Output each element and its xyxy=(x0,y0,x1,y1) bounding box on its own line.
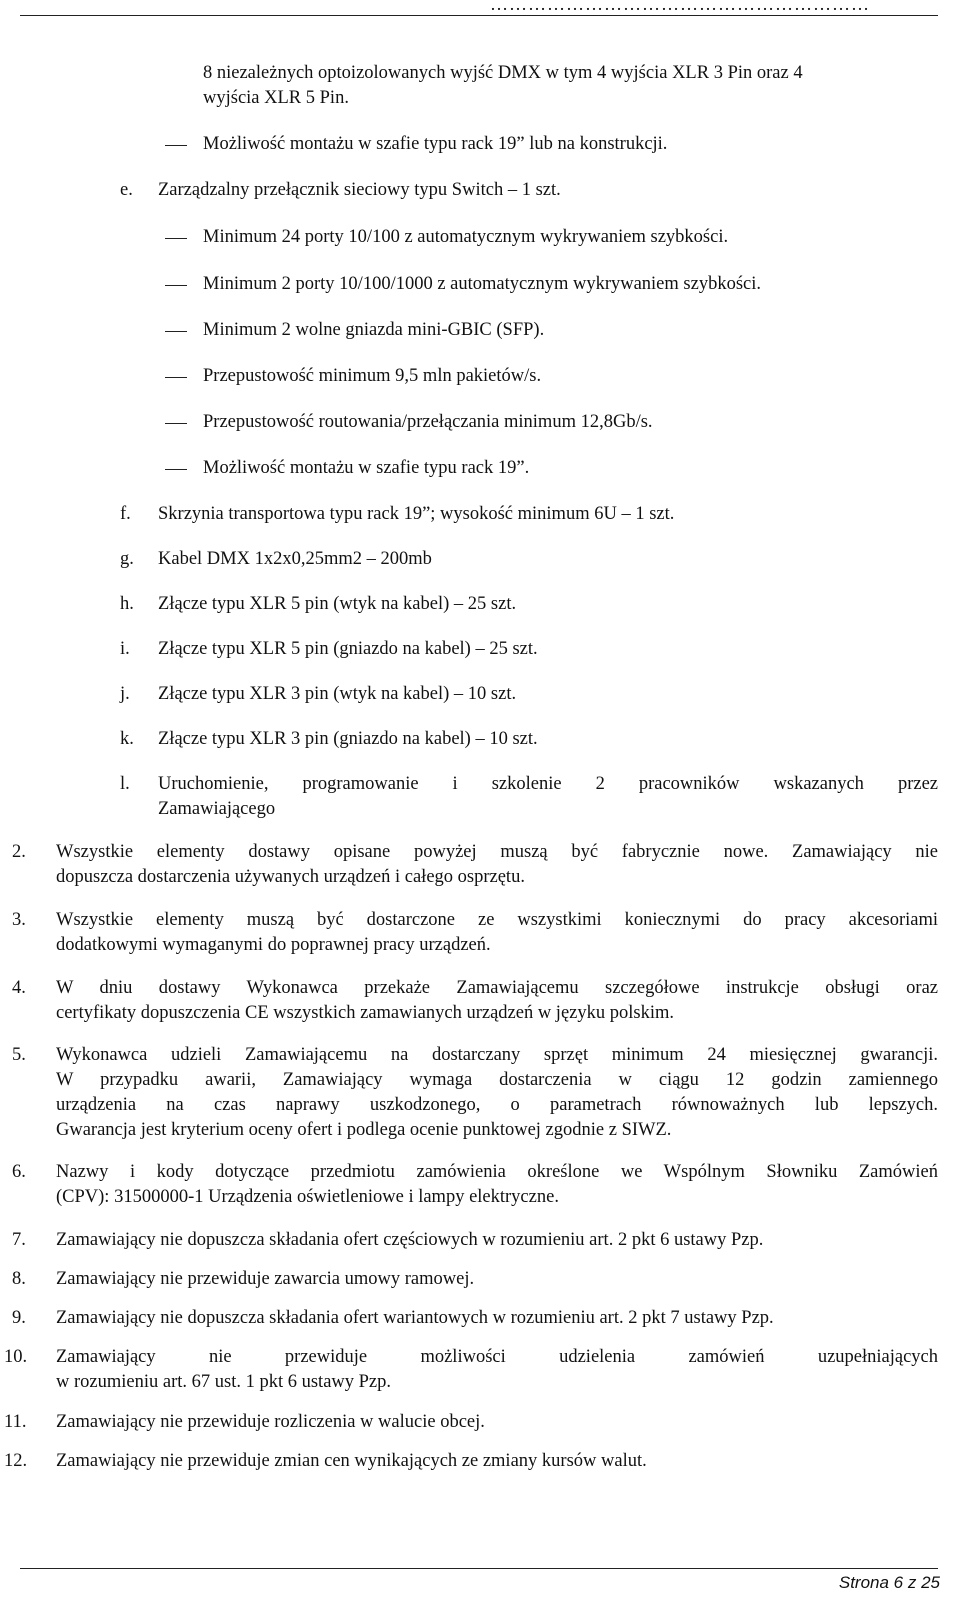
item-text: Złącze typu XLR 3 pin (wtyk na kabel) – 10 szt. xyxy=(158,684,517,704)
dash-item: Minimum 2 porty 10/100/1000 z automatycznym wykrywaniem szybkości. xyxy=(203,274,761,294)
item-text: Gwarancja jest kryterium oceny ofert i podlega ocenie punktowej zgodnie z SIWZ. xyxy=(56,1120,672,1140)
dash-bullet xyxy=(165,331,187,332)
item-text: W dniu dostawy Wykonawca przekaże Zamawiającemu szczegółowe instrukcje obsługi oraz xyxy=(56,978,938,998)
item-number: 8. xyxy=(12,1269,26,1289)
item-text: (CPV): 31500000-1 Urządzenia oświetleniowe i lampy elektryczne. xyxy=(56,1187,559,1207)
footer-rule xyxy=(20,1568,938,1569)
item-letter: g. xyxy=(120,549,134,569)
item-letter: i. xyxy=(120,639,130,659)
item-text: w rozumieniu art. 67 ust. 1 pkt 6 ustawy Pzp. xyxy=(56,1372,392,1392)
item-text: Złącze typu XLR 5 pin (wtyk na kabel) – 25 szt. xyxy=(158,594,517,614)
header-rule xyxy=(20,15,938,16)
item-text: Wykonawca udzieli Zamawiającemu na dostarczany sprzęt minimum 24 miesięcznej gwarancji. xyxy=(56,1045,938,1065)
dash-item: Minimum 2 wolne gniazda mini-GBIC (SFP). xyxy=(203,320,545,340)
item-letter: f. xyxy=(120,504,131,524)
item-text: Zamawiający nie dopuszcza składania ofert wariantowych w rozumieniu art. 2 pkt 7 ustawy Pzp. xyxy=(56,1308,774,1328)
item-number: 5. xyxy=(12,1045,26,1065)
item-text: Zamawiający nie przewiduje zmian cen wynikających ze zmiany kursów walut. xyxy=(56,1451,647,1471)
item-number: 7. xyxy=(12,1230,26,1250)
item-letter: e. xyxy=(120,180,133,200)
item-text: urządzenia na czas naprawy uszkodzonego, o parametrach równoważnych lub lepszych. xyxy=(56,1095,938,1115)
item-letter: j. xyxy=(120,684,130,704)
continuation-line-1: 8 niezależnych optoizolowanych wyjść DMX w tym 4 wyjścia XLR 3 Pin oraz 4 xyxy=(203,63,803,83)
item-number: 3. xyxy=(12,910,26,930)
item-text: Zamawiający nie przewiduje rozliczenia w walucie obcej. xyxy=(56,1412,485,1432)
item-text: Złącze typu XLR 3 pin (gniazdo na kabel) – 10 szt. xyxy=(158,729,538,749)
dash-item: Przepustowość routowania/przełączania minimum 12,8Gb/s. xyxy=(203,412,653,432)
item-text: Złącze typu XLR 5 pin (gniazdo na kabel) – 25 szt. xyxy=(158,639,538,659)
item-number: 12. xyxy=(4,1451,28,1471)
item-text: dodatkowymi wymaganymi do poprawnej pracy urządzeń. xyxy=(56,935,491,955)
item-text: Kabel DMX 1x2x0,25mm2 – 200mb xyxy=(158,549,432,569)
dash-bullet xyxy=(165,145,187,146)
item-number: 4. xyxy=(12,978,26,998)
item-number: 9. xyxy=(12,1308,26,1328)
item-text: Zarządzalny przełącznik sieciowy typu Switch – 1 szt. xyxy=(158,180,561,200)
continuation-dash-item: Możliwość montażu w szafie typu rack 19” lub na konstrukcji. xyxy=(203,134,668,154)
item-text: Zamawiający nie przewiduje zawarcia umowy ramowej. xyxy=(56,1269,475,1289)
item-text: Wszystkie elementy dostawy opisane powyżej muszą być fabrycznie nowe. Zamawiający nie xyxy=(56,842,938,862)
header-dots: …………………………………………………… xyxy=(490,0,870,14)
page-number: Strona 6 z 25 xyxy=(838,1573,940,1592)
item-number: 2. xyxy=(12,842,26,862)
item-text: Wszystkie elementy muszą być dostarczone ze wszystkimi koniecznymi do pracy akcesoriami xyxy=(56,910,938,930)
item-number: 11. xyxy=(4,1412,27,1432)
dash-bullet xyxy=(165,238,187,239)
item-letter: h. xyxy=(120,594,134,614)
dash-item: Możliwość montażu w szafie typu rack 19”. xyxy=(203,458,530,478)
item-text: dopuszcza dostarczenia używanych urządzeń i całego osprzętu. xyxy=(56,867,525,887)
dash-item: Minimum 24 porty 10/100 z automatycznym wykrywaniem szybkości. xyxy=(203,227,729,247)
item-text: Zamawiający nie dopuszcza składania ofert częściowych w rozumieniu art. 2 pkt 6 ustawy Pzp. xyxy=(56,1230,764,1250)
dash-item: Przepustowość minimum 9,5 mln pakietów/s. xyxy=(203,366,542,386)
item-text: Zamawiający nie przewiduje możliwości udzielenia zamówień uzupełniających xyxy=(56,1347,938,1367)
item-letter: k. xyxy=(120,729,134,749)
item-text: Zamawiającego xyxy=(158,799,276,819)
continuation-line-2: wyjścia XLR 5 Pin. xyxy=(203,88,349,108)
dash-bullet xyxy=(165,469,187,470)
item-text: certyfikaty dopuszczenia CE wszystkich zamawianych urządzeń w języku polskim. xyxy=(56,1003,674,1023)
dash-bullet xyxy=(165,285,187,286)
dash-bullet xyxy=(165,377,187,378)
item-text: Nazwy i kody dotyczące przedmiotu zamówienia określone we Wspólnym Słowniku Zamówień xyxy=(56,1162,938,1182)
item-letter: l. xyxy=(120,774,130,794)
item-text: Uruchomienie, programowanie i szkolenie 2 pracowników wskazanych przez xyxy=(158,774,938,794)
dash-bullet xyxy=(165,423,187,424)
item-number: 10. xyxy=(4,1347,28,1367)
item-number: 6. xyxy=(12,1162,26,1182)
item-text: W przypadku awarii, Zamawiający wymaga dostarczenia w ciągu 12 godzin zamiennego xyxy=(56,1070,938,1090)
item-text: Skrzynia transportowa typu rack 19”; wysokość minimum 6U – 1 szt. xyxy=(158,504,675,524)
